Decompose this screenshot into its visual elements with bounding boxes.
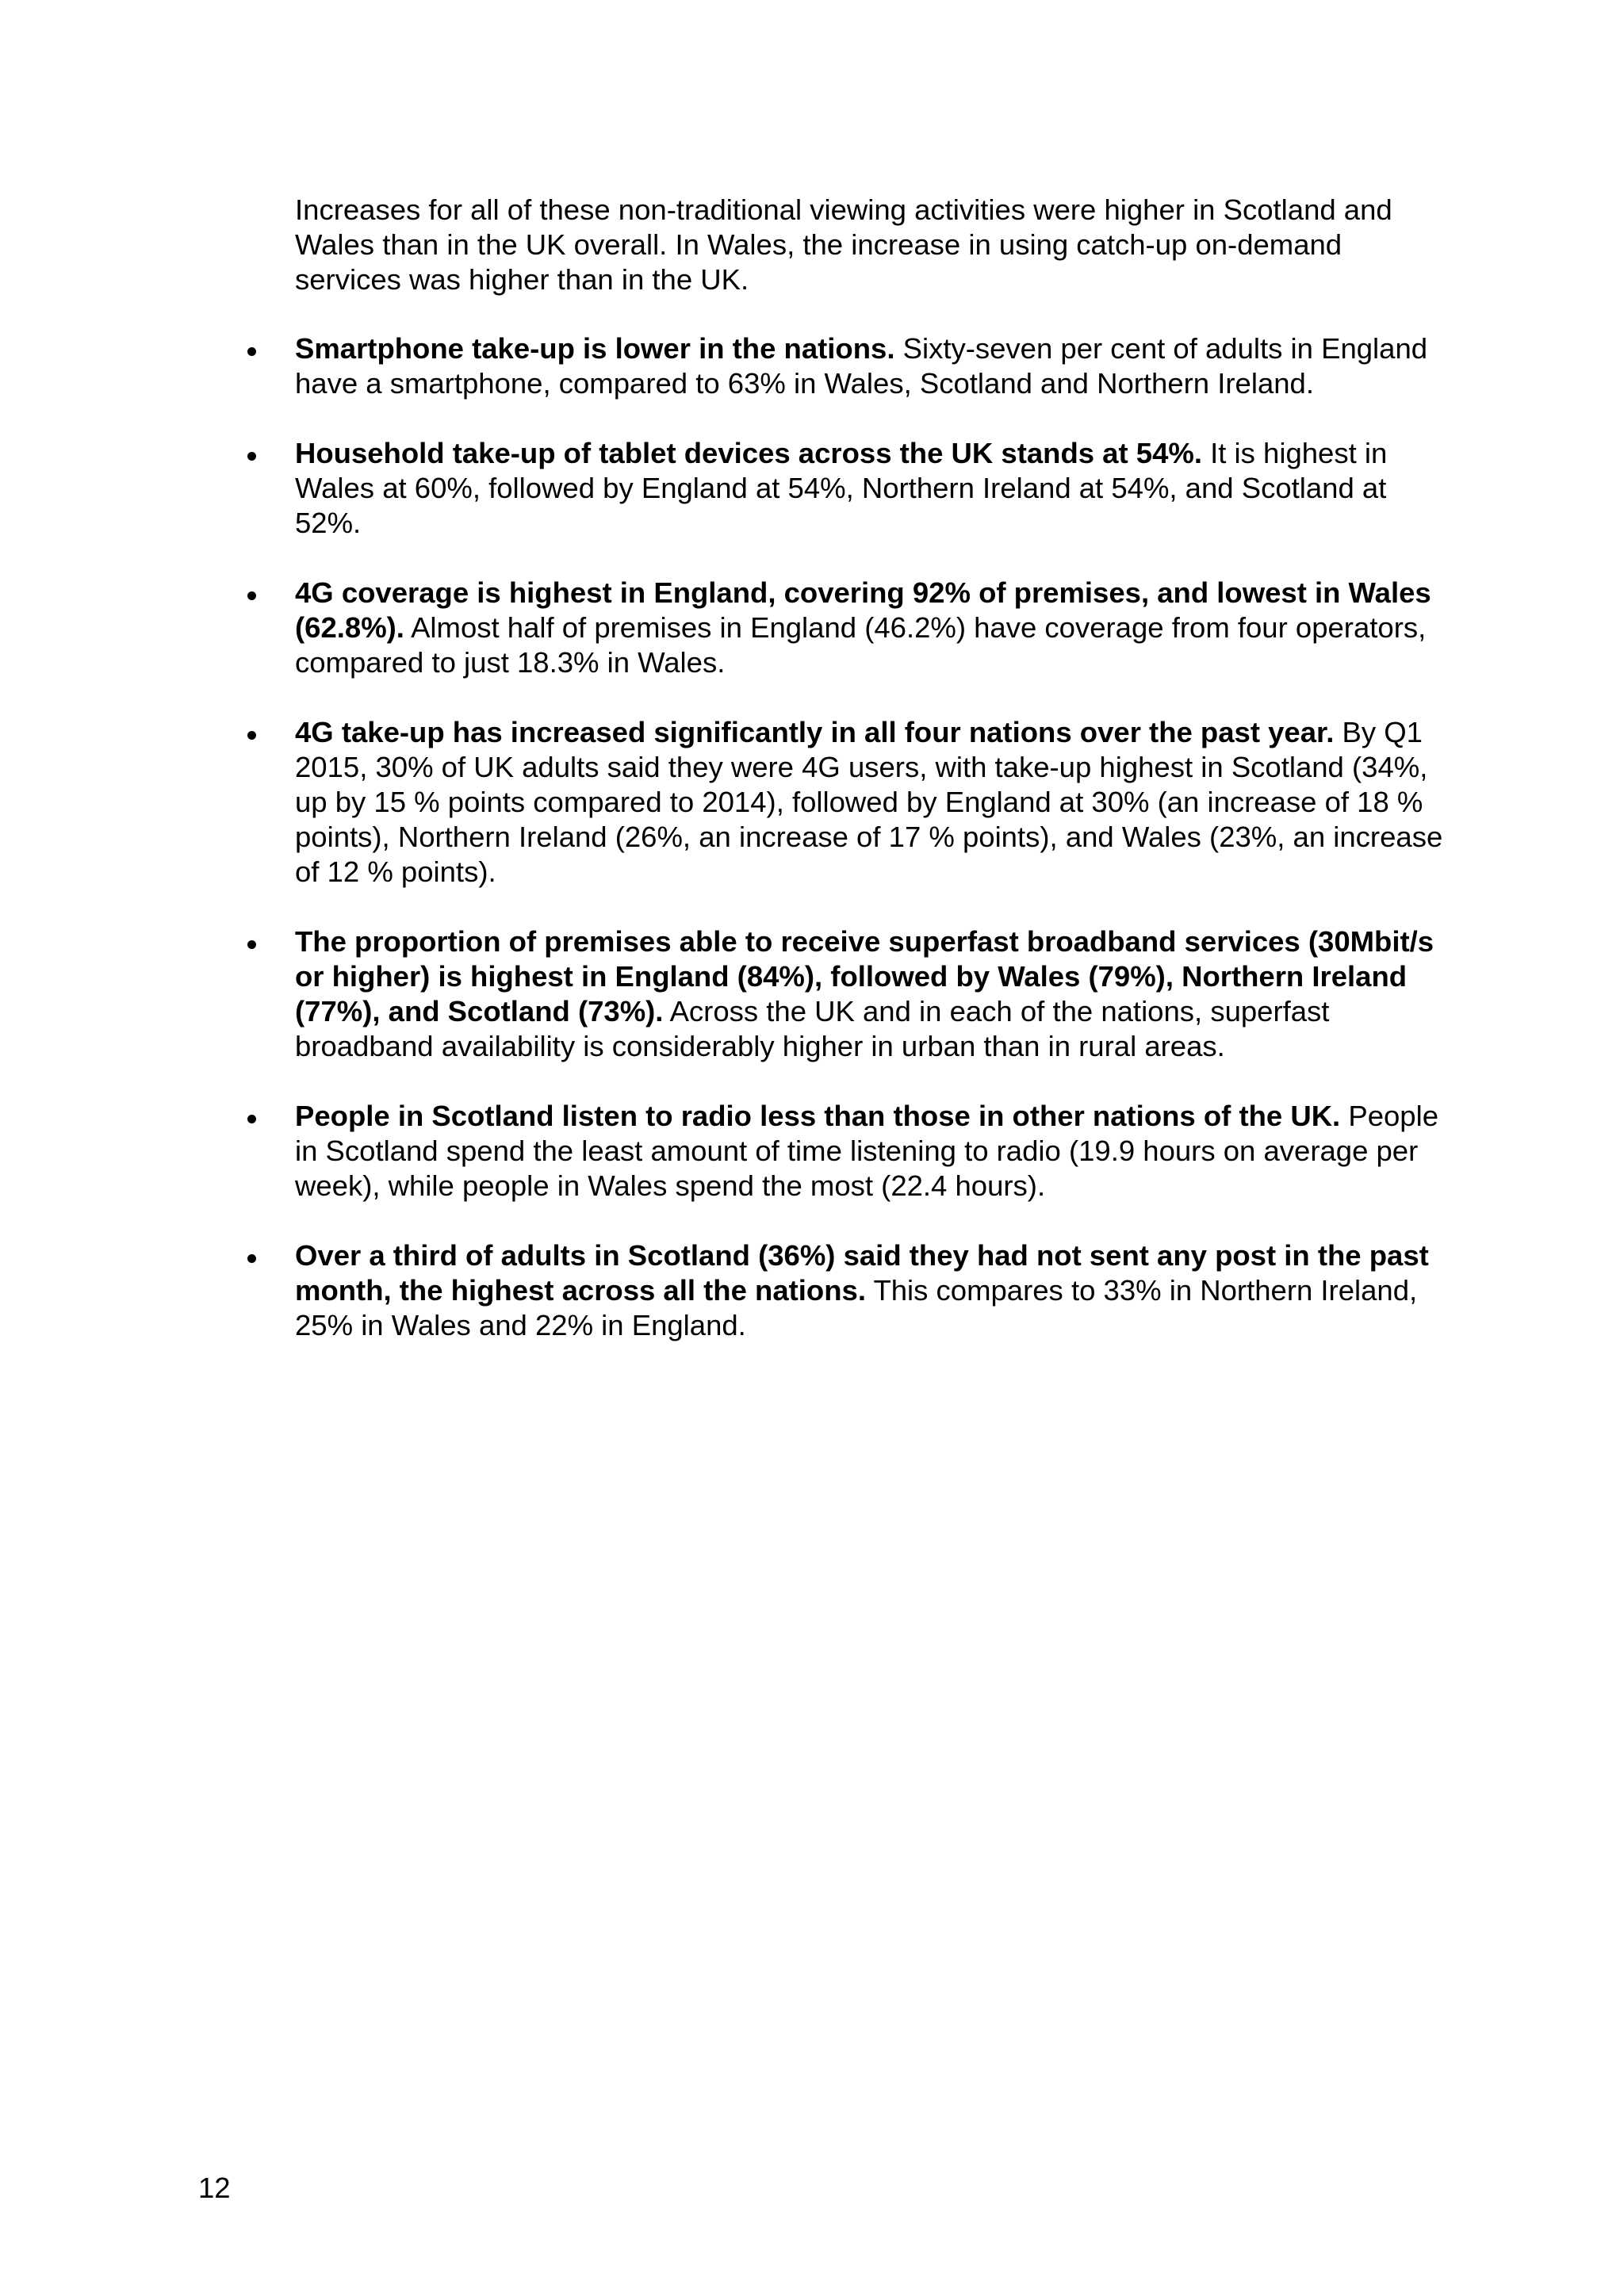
bullet-text (295, 331, 1453, 401)
bullet-text (295, 1238, 1453, 1343)
bullet-body: Sixty-seven per cent of adults in England have a smartphone, compared to 63% in Wales, Scotland and Northern Ireland. (295, 332, 1428, 400)
intro-paragraph: Increases for all of these non-traditional viewing activities were higher in Scotland and Wales than in the UK overall. In Wales, the increase in using catch-up on-demand services was higher than in the UK. (295, 193, 1392, 296)
bullet-icon (247, 731, 256, 740)
bullet-icon (247, 940, 256, 949)
list-item (0, 715, 1624, 890)
bullet-body: Across the UK and in each of the nations, superfast broadband availability is considerably higher in urban than in rural areas. (295, 995, 1330, 1062)
bullet-text (295, 436, 1453, 541)
bullet-heading: Over a third of adults in Scotland (36%) said they had not sent any post in the past month, the highest across all the nations. (295, 1239, 1429, 1307)
list-item (0, 1238, 1624, 1343)
bullet-body: Almost half of premises in England (46.2%) have coverage from four operators, compared to just 18.3% in Wales. (295, 611, 1427, 679)
bullet-icon (247, 1115, 256, 1123)
bullet-text (295, 576, 1453, 680)
bullet-text (295, 715, 1453, 890)
bullet-icon (247, 347, 256, 356)
bullet-body: By Q1 2015, 30% of UK adults said they were 4G users, with take-up highest in Scotland (34%, up by 15 % points compared to 2014), followed by England at 30% (an increase of 18 % points), Northern Ireland (26%, an increase of 17 % points), and Wales (23%, an increase of 12 % points). (295, 716, 1443, 888)
bullet-icon (247, 591, 256, 600)
bullet-heading: Smartphone take-up is lower in the nations. (295, 332, 895, 365)
bullet-text (295, 924, 1453, 1064)
bullet-body: People in Scotland spend the least amount of time listening to radio (19.9 hours on average per week), while people in Wales spend the most (22.4 hours). (295, 1100, 1438, 1202)
list-item (0, 924, 1624, 1064)
bullet-heading: 4G take-up has increased significantly in all four nations over the past year. (295, 716, 1335, 748)
bullet-heading: The proportion of premises able to receive superfast broadband services (30Mbit/s or higher) is highest in England (84%), followed by Wales (79%), Northern Ireland (77%), and Scotland (73%). (295, 925, 1434, 1027)
list-item (0, 331, 1624, 401)
bullet-body: It is highest in Wales at 60%, followed by England at 54%, Northern Ireland at 54%, and Scotland at 52%. (295, 437, 1388, 539)
key-findings-list (0, 331, 1624, 1378)
bullet-body: This compares to 33% in Northern Ireland, 25% in Wales and 22% in England. (295, 1274, 1418, 1341)
list-item (0, 436, 1624, 541)
page-number: 12 (198, 2172, 231, 2204)
list-item (0, 1099, 1624, 1203)
bullet-heading: 4G coverage is highest in England, covering 92% of premises, and lowest in Wales (62.8%). (295, 576, 1431, 644)
bullet-heading: People in Scotland listen to radio less than those in other nations of the UK. (295, 1100, 1341, 1132)
bullet-heading: Household take-up of tablet devices across the UK stands at 54%. (295, 437, 1202, 469)
list-item (0, 576, 1624, 680)
bullet-icon (247, 452, 256, 461)
bullet-text (295, 1099, 1453, 1203)
bullet-icon (247, 1254, 256, 1263)
